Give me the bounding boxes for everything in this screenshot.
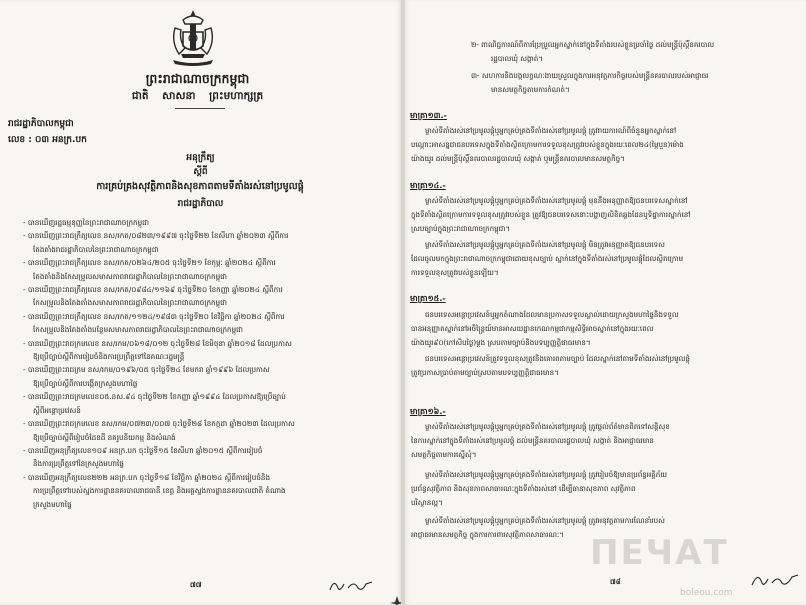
intro-line: ២- ពាណិជ្ជការណ៍ពីការប្រែប្រួលអ្នកស្នាក់នៅក្នុងទីតាំងរបស់ខ្លួនប្រចាំថ្ងៃ ដល់មន្ត្រីប៉ុស្តិ៍នគរបាល xyxy=(471,40,715,49)
royal-emblem-icon xyxy=(163,8,223,68)
article-line: ម្ចាស់ទីតាំងរស់នៅប្រមូលផ្តុំឬអ្នកគ្រប់គ្រងទីតាំងរស់នៅប្រមូលផ្តុំ មិនត្រូវអនុញ្ញាតឱ្យជនបរទេស xyxy=(425,240,665,249)
preamble-line: កែសម្រួលនិងតែងតាំងបន្ថែមសមាសភាពរាជរដ្ឋាភិបាលនៃព្រះរាជាណាចក្រកម្ពុជា xyxy=(33,325,243,335)
article-line: សមត្ថកិច្ចតាមការស្នើសុំ។ xyxy=(411,450,477,459)
preamble-line: - បានឃើញរដ្ឋធម្មនុញ្ញនៃព្រះរាជាណាចក្រកម្ពុជា xyxy=(23,218,150,227)
preamble-line: - បានឃើញព្រះរាជក្រឹត្យលេខ នស/រកត/០៩៨៤/១១៦៩ ចុះថ្ងៃទី២០ ខែកញ្ញា ឆ្នាំ២០២៤ ស្តីពីការ xyxy=(23,285,283,295)
decree-title: ការគ្រប់គ្រងសុវត្ថិភាពនិងសុខភាពតាមទីតាំងរស់នៅប្រមូលផ្តុំ xyxy=(96,181,304,192)
kingdom-name: ព្រះរាជាណាចក្រកម្ពុជា xyxy=(145,71,250,86)
article-line: ប្រព័ន្ធសុវត្ថិភាព និងសុខភាពសាធារណៈក្នុងទីតាំងរស់នៅ ដើម្បីធានាសុខភាព សុវត្ថិភាព xyxy=(411,484,636,493)
issuer-label: រាជរដ្ឋាភិបាល xyxy=(177,199,224,209)
left-page xyxy=(0,0,401,605)
motto-nation: ជាតិ xyxy=(131,90,149,102)
preamble-line: - បានឃើញព្រះរាជក្រម នស/រកម/០១៩៦/០៥ ចុះថ្ងៃទី២៤ ខែមករា ឆ្នាំ១៩៩៦ ដែលប្រកាស xyxy=(23,365,270,375)
preamble-line: ឱ្យប្រើច្បាប់ស្តីពីការរៀបចំនិងការប្រព្រឹត្តទៅនៃគណៈរដ្ឋមន្ត្រី xyxy=(33,352,185,362)
article-line: បណ្តោះអាសន្នជាជនបរទេសក្នុងទីតាំងស្ថិតក្រោមការទទួលខុសត្រូវរបស់ខ្លួនក្នុងរយៈពេល២៤(ម្ភៃបួន)ម៉ោង xyxy=(411,140,684,149)
preamble-line: និងការប្រព្រឹត្តទៅនៃក្រសួងមហាផ្ទៃ xyxy=(33,459,124,469)
signature-initials-left xyxy=(328,576,374,594)
motto-divider xyxy=(175,108,225,109)
article-line: អាជ្ញាធរមានសមត្ថកិច្ច ក្នុងការការពារសុវត្ថិភាពសាធារណៈ។ xyxy=(411,530,564,539)
article-line: ស្របច្បាប់ក្នុងព្រះរាជាណាចក្រកម្ពុជា។ xyxy=(411,224,511,233)
preamble-line: - បានឃើញអនុក្រឹត្យលេខ២២២ អនក្រ.បក ចុះថ្ងៃទី១៨ ខែវិច្ឆិកា ឆ្នាំ២០២៤ ស្តីពីការរៀបចំនិង xyxy=(23,472,271,482)
preamble-line: - បានឃើញព្រះរាជក្រឹត្យលេខ នស/រកត/១១២៤/១៩៨៣ ចុះថ្ងៃទី២០ ខែវិច្ឆិកា ឆ្នាំ២០២៤ ស្តីពីការ xyxy=(23,311,285,321)
article-line: បរិស្ថានល្អ។ xyxy=(411,498,443,507)
decree-type: អនុក្រឹត្យ xyxy=(186,153,215,163)
article-line: នៃការស្នាក់នៅក្នុងទីតាំងរស់នៅប្រមូលផ្តុំ ដល់មន្ត្រីនគរបាលរដ្ឋបាលឃុំ សង្កាត់ និងអាជ្ញាធរមាន xyxy=(411,436,654,445)
preamble-line: តែងតាំងនិងកែសម្រួលសមាសភាពរាជរដ្ឋាភិបាលនៃព្រះរាជាណាចក្រកម្ពុជា xyxy=(33,271,228,281)
article-line: ក្នុងទីតាំងស្ថិតក្រោមការទទួលខុសត្រូវរបស់ខ្លួន ត្រូវឱ្យជនបរទេសនោះបង្ហាញលិខិតឆ្លងដែនឬទិដ្ឋាការស្នាក់នៅ xyxy=(411,210,691,219)
article-line: ម្ចាស់ទីតាំងរស់នៅប្រមូលផ្តុំឬអ្នកគ្រប់គ្រងទីតាំងរស់នៅប្រមូលផ្តុំ ត្រូវរាយការណ៍ពីចំនួនអ្នកស្នាក់នៅ xyxy=(425,126,677,135)
preamble-line: - បានឃើញអនុក្រឹត្យលេខ១០៩ អនក្រ.បក ចុះថ្ងៃទី១៥ ខែសីហា ឆ្នាំ២០១៥ ស្តីពីការរៀបចំ xyxy=(23,445,263,455)
page-number-right: ៧៨ xyxy=(610,578,621,586)
government-label: រាជរដ្ឋាភិបាលកម្ពុជា xyxy=(8,119,74,129)
article-13-label: មាត្រា១៣.- xyxy=(410,111,447,120)
intro-line: រដ្ឋបាលឃុំ សង្កាត់។ xyxy=(491,54,543,63)
preamble-line: ឱ្យប្រើច្បាប់ស្តីពីរៀបចំដែនដី នគរូបនីយកម្ម និងសំណង់ xyxy=(33,432,176,442)
page-number-left: ៧៧ xyxy=(190,581,202,589)
article-line: ម្ចាស់ទីតាំងរស់នៅប្រមូលផ្តុំឬអ្នកគ្រប់គ្រងទីតាំងរស់នៅប្រមូលផ្តុំ ត្រូវរៀបចំឱ្យមានប្រព័ន្ធអគ្គិភ័យ xyxy=(425,470,668,479)
preamble-line: - បានឃើញព្រះរាជក្រឹត្យលេខ នស/រកត/០៨២៣/១៩៩៧ ចុះថ្ងៃទី២២ ខែសីហា ឆ្នាំ២០២៣ ស្តីពីការ xyxy=(23,231,289,241)
preamble-line: - បានឃើញព្រះរាជក្រមលេខ នស/រកម/០៦១៨/០១២ ចុះថ្ងៃទី២៨ ខែមិថុនា ឆ្នាំ២០១៨ ដែលប្រកាស xyxy=(23,338,292,348)
watermark-logo: ПЕЧАТ xyxy=(590,533,729,573)
article-16-label: មាត្រា១៦.- xyxy=(410,407,446,416)
article-line: ជនបរទេសអន្តោប្រវេសន៍ត្រូវទទួលខុសត្រូវនិងគោរពតាមច្បាប់ ដែលស្នាក់នៅតាមទីតាំងរស់នៅប្រមូលផ្តុំ xyxy=(425,354,690,363)
preamble-line: - បានឃើញព្រះរាជក្រឹត្យលេខ នស/រកត/០២៦៤/២០៥ ចុះថ្ងៃទី២១ ខែកុម្ភៈ ឆ្នាំ២០២៤ ស្តីពីការ xyxy=(23,258,276,268)
article-line: បានអនុញ្ញាតស្នាក់នៅអចិន្ត្រៃយ៍មានអាសយដ្ឋានកេណកម្មជាកម្មសិទ្ធិអាចស្នាក់នៅក្នុងរយៈពេល xyxy=(411,324,654,333)
intro-line: មានសមត្ថកិច្ចតាមការកំណត់។ xyxy=(491,85,570,94)
right-page xyxy=(405,0,806,605)
preamble-line: ការប្រព្រឹត្តទៅរបស់ស្នងការដ្ឋាននគរបាលរាជធានី ខេត្ត និងអគ្គស្នងការដ្ឋាននគរបាលជាតិ តំណាង xyxy=(33,486,286,496)
intro-line: ៣- សហការនិងបង្កលក្ខណៈងាយស្រួលក្នុងការអនុវត្តភារកិច្ចរបស់មន្ត្រីនគរបាលរបស់អាជ្ញាធរ xyxy=(471,71,709,80)
document-number: លេខ : ០៣ អនក្រ.បក xyxy=(8,135,87,145)
motto-religion: សាសនា xyxy=(162,90,196,102)
preamble-line: ស្តីពីអន្តោប្រវេសន៍ xyxy=(33,405,81,415)
preamble-line: - បានឃើញព្រះរាជក្រមលេខ នស/រកម/០៧២៣/០០៧ ចុះថ្ងៃទី២៨ ខែកក្កដា ឆ្នាំ២០២៣ ដែលប្រកាស xyxy=(23,419,295,429)
seal-edge-icon xyxy=(390,596,401,605)
preamble-line: កែសម្រួលនិងតែងតាំងសមាសភាពរាជរដ្ឋាភិបាលនៃព្រះរាជាណាចក្រកម្ពុជា xyxy=(33,298,228,308)
article-line: ត្រូវប្រកាសប្រាប់តាមច្បាប់ស្របតាមបទប្បញ្ញត្តិជាធរមាន។ xyxy=(411,368,559,377)
article-15-label: មាត្រា១៥.- xyxy=(410,294,446,303)
article-line: ម្ចាស់ទីតាំងរស់នៅប្រមូលផ្តុំឬអ្នកគ្រប់គ្រងទីតាំងរស់នៅប្រមូលផ្តុំ ត្រូវផ្តល់ព័ត៌មានពិតទៅសន្តិសុខ xyxy=(425,422,670,431)
motto-king: ព្រះមហាក្សត្រ xyxy=(209,90,264,102)
preamble-list xyxy=(23,216,387,511)
preamble-line: - បានឃើញព្រះរាជក្រមលេខ០៥.នស.៩៤ ចុះថ្ងៃទី២២ ខែកញ្ញា ឆ្នាំ១៩៩៤ ដែលប្រកាសឱ្យប្រើច្បាប់ xyxy=(23,392,286,402)
preamble-line: តែងតាំងរាជរដ្ឋាភិបាលនៃព្រះរាជាណាចក្រកម្ពុជា xyxy=(33,244,159,254)
article-line: ម្ចាស់ទីតាំងរស់នៅប្រមូលផ្តុំឬអ្នកគ្រប់គ្រងទីតាំងរស់នៅប្រមូលផ្តុំ មុននឹងអនុញ្ញាតឱ្យជនបរទេសស្នាក់នៅ xyxy=(425,196,688,205)
national-motto xyxy=(110,89,285,103)
article-line: ដែលចូលមកក្នុងព្រះរាជាណាចក្រកម្ពុជាដោយខុសច្បាប់ ស្នាក់នៅក្នុងទីតាំងរស់នៅប្រមូលផ្តុំដែលស្ថិតក្រោម xyxy=(411,254,684,263)
decree-about: ស្តីពី xyxy=(193,167,208,177)
article-14-label: មាត្រា១៤.- xyxy=(410,181,446,190)
article-line: យ៉ាងយូរ៩០(កៅសិបថ្ងៃ)ម្តង ស្របតាមច្បាប់និងបទប្បញ្ញត្តិជាធរមាន។ xyxy=(411,338,591,347)
article-line: យ៉ាងយូរ ដល់មន្ត្រីប៉ុស្តិ៍នគរបាលរដ្ឋបាលឃុំ សង្កាត់ ឬមន្ត្រីនគរបាលមានសមត្ថកិច្ច។ xyxy=(411,154,625,163)
preamble-line: ក្រសួងមហាផ្ទៃ xyxy=(33,499,72,509)
article-line: ម្ចាស់ទីតាំងរស់នៅប្រមូលផ្តុំឬអ្នកគ្រប់គ្រងទីតាំងរស់នៅប្រមូលផ្តុំ ត្រូវអនុវត្តតាមការណែនាំរបស់ xyxy=(425,516,665,525)
watermark-url: boleou.com xyxy=(680,588,733,598)
article-line: ជនបរទេសអន្តោប្រវេសន៍ឬអ្នកតំណាងដែលមានប្រកាសទទួលស្គាល់ដោយក្រសួងមហាផ្ទៃនិងទទួល xyxy=(425,310,679,319)
preamble-line: ឱ្យប្រើច្បាប់ស្តីពីការបង្កើតក្រសួងមហាផ្ទៃ xyxy=(33,378,138,388)
article-line: ការទទួលខុសត្រូវរបស់ខ្លួនឡើយ។ xyxy=(411,268,499,277)
